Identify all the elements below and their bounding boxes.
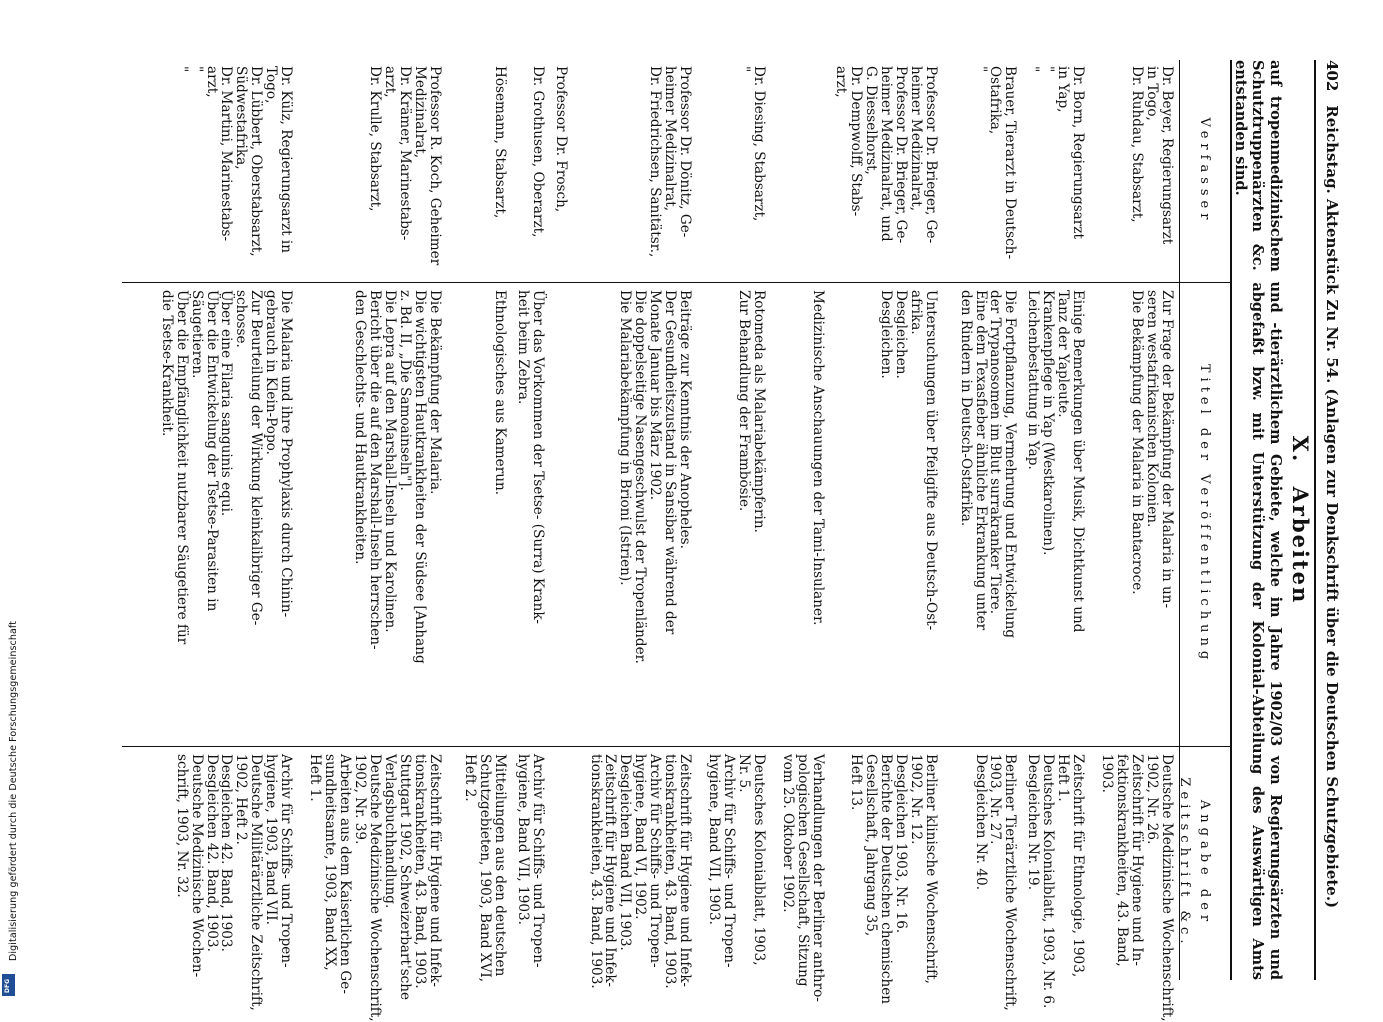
- title-line: Ethnologisches aus Kamerun.: [491, 290, 508, 496]
- journal-cell: [780, 746, 826, 1002]
- author-line: heimer Medizinalrat,: [662, 66, 679, 212]
- author-line: heimer Medizinalrat, und: [877, 66, 894, 242]
- journal-line: Mitteilungen aus den deutschen: [491, 754, 508, 977]
- title-line: die Tsetse-Krankheit.: [158, 290, 175, 437]
- author-line: ": [1025, 66, 1042, 73]
- journal-line: tionskrankheiten, 43. Band, 1903.: [587, 754, 604, 989]
- journal-line: 1902, Nr. 26.: [1144, 754, 1161, 845]
- journal-line: Desgleichen Band VII, 1903.: [617, 754, 634, 951]
- title-line: Krankenpflege in Yap (Westkarolinen).: [1040, 290, 1057, 556]
- journal-cell: [515, 746, 545, 980]
- journal-line: Verhandlungen der Berliner anthro-: [809, 754, 826, 1002]
- section-title-text: Arbeiten: [1288, 486, 1313, 605]
- journal-line: Deutsches Kolonialblatt, 1903,: [751, 754, 768, 966]
- journal-line: Deutsche Medizinische Wochenschrift,: [1159, 754, 1175, 1022]
- author-line: Dr. Krämer, Marinestabs-: [396, 66, 413, 241]
- title-line: Eine dem Texasfieber ähnliche Erkrankung unter: [972, 290, 989, 631]
- table-row: [553, 60, 568, 980]
- section-title: [1289, 60, 1312, 980]
- author-line: Professor Dr. Brieger, Ge-: [922, 66, 939, 244]
- title-cell: [618, 282, 693, 746]
- title-cell: [1129, 282, 1174, 746]
- journal-cell: [706, 746, 766, 980]
- author-cell: [736, 60, 766, 282]
- author-line: Dr. Friedrichsen, Sanitätsr.,: [647, 66, 664, 258]
- title-line: Die doppelseitige Nasengeschwulst der Tropenländer.: [632, 290, 649, 664]
- title-line: Die Bekämpfung der Malaria.: [426, 290, 443, 495]
- table-body: [158, 60, 1175, 1022]
- journal-line: Stuttgart 1902, Schweizerbart'sche: [396, 754, 413, 1001]
- table-row: [1099, 60, 1175, 1022]
- journal-line: Archiv für Schiffs- und Tropen-: [278, 754, 295, 968]
- title-line: Die Malariabekämpfung in Brioni (Istrien).: [617, 290, 634, 586]
- journal-line: 1902, Heft 2.: [233, 754, 250, 845]
- title-cell: [736, 282, 766, 746]
- author-cell: [553, 60, 568, 282]
- author-line: Dr. Born, Regierungsarzt: [1070, 66, 1087, 239]
- document-page: [110, 60, 1341, 1022]
- journal-line: Berliner Tierärztliche Wochenschrift,: [1002, 754, 1019, 1011]
- author-line: Professor Dr. Dönitz, Ge-: [677, 66, 694, 238]
- author-line: Professor R. Koch, Geheimer: [426, 66, 443, 266]
- journal-line: Desgleichen 42. Band, 1903.: [203, 754, 220, 952]
- author-line: Medizinalrat,: [411, 66, 428, 159]
- journal-line: tionskrankheiten, 43. Band, 1903.: [662, 754, 679, 989]
- title-line: Bericht über die auf den Marshall-Inseln herrschen-: [367, 290, 384, 650]
- title-line: Zur Behandlung der Frambösie.: [736, 290, 753, 512]
- journal-line: hygiene, Band VI, 1902.: [632, 754, 649, 920]
- author-line: in Togo,: [1144, 66, 1161, 121]
- column-header-author: Verfasser: [1197, 117, 1212, 225]
- title-line: Die Malaria und ihre Prophylaxis durch Chinin-: [278, 290, 295, 618]
- title-line: Desgleichen.: [877, 290, 894, 379]
- title-line: Tanz der Yapleute.: [1055, 290, 1072, 418]
- journal-line: Deutsche Medizinische Wochen-: [188, 754, 205, 978]
- title-line: Die Lepra auf den Marshall-Inseln und Karolinen.: [382, 290, 399, 633]
- author-line: Professor Dr. Brieger, Ge-: [892, 66, 909, 244]
- title-line: Rotomeda als Malariabekämpferin.: [751, 290, 768, 533]
- journal-cell: [1025, 746, 1087, 1009]
- author-cell: [174, 60, 294, 282]
- journal-line: hygiene, 1903, Band VII.: [263, 754, 280, 925]
- author-line: ": [736, 66, 753, 73]
- journal-line: pologischen Gesellschaft, Sitzung: [794, 754, 811, 987]
- journal-cell: [847, 746, 939, 1005]
- author-cell: [833, 60, 938, 282]
- author-cell: [1129, 60, 1174, 282]
- journal-cell: [461, 746, 508, 983]
- table-row: [515, 60, 545, 980]
- journal-line: Heft 1.: [1055, 754, 1072, 802]
- table-row: [1025, 60, 1087, 1009]
- title-cell: [878, 282, 938, 746]
- title-line: Untersuchungen über Pfeilgifte aus Deutsch-Ost-: [922, 290, 939, 631]
- column-header-journal: [1175, 746, 1214, 980]
- journal-cell: [972, 746, 1019, 1011]
- journal-line: Heft 1.: [307, 754, 324, 802]
- column-header-journal-text: Angabe der Zeitschrift &c.: [1177, 777, 1212, 949]
- title-line: Leichenbestattung in Yap.: [1025, 290, 1042, 470]
- journal-line: Zeitschrift für Hygiene und Infek-: [602, 754, 619, 987]
- running-head-text: Reichstag. Aktenstück Zu Nr. 54. (Anlagen zur Denkschrift über die Deutschen Schutzgebiete.): [1323, 105, 1341, 909]
- journal-line: hygiene, Band VII, 1903.: [706, 754, 723, 925]
- journal-line: Desgleichen 42. Band, 1903.: [218, 754, 235, 952]
- page-number: 402: [1323, 60, 1341, 92]
- section-number: X.: [1288, 435, 1313, 464]
- credit-text: Digitalisierung gefördert durch die Deutsche Forschungsgemeinschaft: [8, 621, 19, 961]
- table-row: [307, 60, 443, 1022]
- journal-line: Deutsches Kolonialblatt, 1903, Nr. 6.: [1040, 754, 1057, 1009]
- title-line: Über die Empfänglichkeit nutzbarer Säugetiere für: [173, 290, 190, 645]
- title-line: Zur Frage der Bekämpfung der Malaria in un-: [1159, 290, 1175, 609]
- title-line: Zur Beurteilung der Wirkung kleinkalibriger Ge-: [248, 290, 265, 626]
- journal-line: 1903.: [1099, 754, 1116, 793]
- title-cell: [515, 282, 545, 746]
- journal-line: Gesellschaft, Jahrgang 35,: [862, 754, 879, 937]
- author-cell: [647, 60, 692, 282]
- journal-line: vom 25. Oktober 1902.: [780, 754, 797, 913]
- column-header-title: Titel der Veröffentlichung: [1197, 363, 1212, 665]
- journal-line: Zeitschrift für Hygiene und Infek-: [426, 754, 443, 987]
- journal-line: Nr. 5.: [736, 754, 753, 793]
- author-line: G. Diesselhorst,: [862, 66, 879, 175]
- table-row: [957, 60, 1019, 1011]
- table-row: [461, 60, 508, 983]
- title-cell: [492, 282, 507, 746]
- running-head: [1316, 60, 1340, 980]
- journal-line: Archiv für Schiffs- und Tropen-: [529, 754, 546, 968]
- title-line: seren westafrikanischen Kolonien.: [1144, 290, 1161, 528]
- title-line: afrika.: [907, 290, 924, 335]
- author-cell: [973, 60, 1018, 282]
- journal-line: Zeitschrift für Hygiene und Infek-: [677, 754, 694, 987]
- title-line: Einige Bemerkungen über Musik, Dichtkunst und: [1070, 290, 1087, 633]
- journal-line: tionskrankheiten, 43. Band, 1903.: [411, 754, 428, 989]
- table-top-rule: [1230, 60, 1232, 980]
- title-line: Die Bekämpfung der Malaria in Bantacroce.: [1129, 290, 1146, 595]
- dfg-logo: [2, 974, 15, 996]
- author-line: arzt,: [832, 66, 849, 98]
- title-line: Desgleichen.: [892, 290, 909, 379]
- journal-line: Archiv für Schiffs- und Tropen-: [647, 754, 664, 968]
- author-line: ": [188, 66, 205, 73]
- digitization-credit: [0, 0, 19, 1000]
- journal-cell: [307, 746, 443, 1022]
- journal-cell: [1099, 746, 1175, 1022]
- author-line: Dr. Grothusen, Oberarzt,: [529, 66, 546, 238]
- journal-line: 1903, Nr. 27.: [987, 754, 1004, 845]
- author-line: ": [1040, 66, 1057, 73]
- title-cell: [958, 282, 1018, 746]
- author-line: arzt,: [203, 66, 220, 98]
- journal-line: Berichte der Deutschen chemischen: [877, 754, 894, 1005]
- author-line: Hösemann, Stabsarzt,: [491, 66, 508, 219]
- author-line: Dr. Krulle, Stabsarzt,: [367, 66, 384, 212]
- author-line: Dr. Martini, Marinestabs-: [218, 66, 235, 242]
- title-line: Die Fortpflanzung, Vermehrung und Entwickelung: [1002, 290, 1019, 639]
- author-line: Dr. Külz, Regierungsarzt in: [278, 66, 295, 254]
- title-line: Die wichtigsten Hautkrankheiten der Südsee [Anhang: [411, 290, 428, 664]
- author-line: Professor Dr. Frosch,: [552, 66, 569, 213]
- table-row: [832, 60, 939, 1005]
- dfg-logo-text: DFG: [4, 978, 11, 993]
- journal-line: Zeitschrift für Ethnologie, 1903,: [1070, 754, 1087, 978]
- table-row: [587, 60, 694, 989]
- author-line: heimer Medizinalrat,: [907, 66, 924, 212]
- author-line: Südwestafrika,: [233, 66, 250, 170]
- title-line: den Rindern in Deutsch-Ostafrika.: [957, 290, 974, 527]
- author-line: Dr. Diesing, Stabsarzt,: [751, 66, 768, 222]
- journal-line: Desgleichen Nr. 40.: [972, 754, 989, 891]
- journal-line: Zeitschrift für Hygiene und In-: [1129, 754, 1146, 966]
- title-line: schosse.: [233, 290, 250, 348]
- journal-line: Schutzgebieten, 1903, Band XVI,: [476, 754, 493, 983]
- title-line: Der Gesundheitszustand in Sansibar während der: [662, 290, 679, 635]
- author-line: Togo,: [263, 66, 280, 104]
- journal-line: Heft 13.: [847, 754, 864, 811]
- section-intro: auf tropenmedizinischem und -tierärztlichem Gebiete, welche im Jahre 1902/03 von Regierungsärzten und Schutztruppenärzten &c. abgefaßt bzw. mit Unterstützung der Kolonial-Abteilung des Auswärtigen Amts entstanden sind.: [1231, 60, 1284, 980]
- author-line: in Yap,: [1055, 66, 1072, 113]
- author-line: arzt,: [382, 66, 399, 98]
- journal-cell: [587, 746, 694, 989]
- table-row: [706, 60, 766, 980]
- title-line: Medizinische Anschauungen der Tami-Insulaner.: [809, 290, 826, 626]
- title-cell: [159, 282, 294, 746]
- journal-line: 1902, Nr. 39.: [352, 754, 369, 845]
- title-line: Beiträge zur Kenntnis der Anopheles.: [677, 290, 694, 549]
- author-line: Dr. Ruhdau, Stabsarzt,: [1129, 66, 1146, 223]
- author-line: ": [972, 66, 989, 73]
- author-cell: [530, 60, 545, 282]
- author-cell: [367, 60, 442, 282]
- journal-line: Berliner klinische Wochenschrift,: [922, 754, 939, 984]
- title-cell: [810, 282, 825, 746]
- author-line: Dr. Lübbert, Oberstabsarzt,: [248, 66, 265, 257]
- title-cell: [352, 282, 442, 746]
- title-line: Monate Januar bis März 1902.: [647, 290, 664, 501]
- journal-line: sundheitsamte, 1903, Band XX,: [322, 754, 339, 971]
- title-cell: [1025, 282, 1085, 746]
- journal-line: fektionskrankheiten, 43. Band,: [1114, 754, 1131, 967]
- journal-line: Desgleichen Nr. 19.: [1025, 754, 1042, 891]
- title-line: Über die Entwickelung der Tsetse-Parasiten in: [203, 290, 220, 612]
- journal-line: Verlagsbuchhandlung.: [382, 754, 399, 909]
- title-line: gebrauch in Klein-Popo.: [263, 290, 280, 455]
- author-line: ": [173, 66, 190, 73]
- author-cell: [492, 60, 507, 282]
- title-line: den Geschlechts- und Hautkrankheiten.: [352, 290, 369, 565]
- journal-line: Deutsche Militärärztliche Zeitschrift,: [248, 754, 265, 1011]
- title-line: Über das Vorkommen der Tsetse- (Surra) Krank-: [529, 290, 546, 624]
- author-cell: [1025, 60, 1085, 282]
- author-line: Dr. Dempwolff, Stabs-: [847, 66, 864, 217]
- journal-line: Heft 2.: [461, 754, 478, 802]
- journal-line: Arbeiten aus dem Kaiserlichen Ge-: [337, 754, 354, 994]
- journal-line: Deutsche Medizinische Wochenschrift,: [367, 754, 384, 1022]
- table-row: [158, 60, 295, 1011]
- author-line: Brauer, Tierarzt in Deutsch-: [1002, 66, 1019, 260]
- journal-line: schrift, 1903, Nr. 32.: [173, 754, 190, 898]
- journal-line: 1902, Nr. 12.: [907, 754, 924, 845]
- journal-line: Archiv für Schiffs- und Tropen-: [721, 754, 738, 968]
- head-rule: [1314, 60, 1316, 980]
- journal-line: hygiene, Band VII, 1903.: [514, 754, 531, 925]
- journal-line: Desgleichen 1903, Nr. 16.: [892, 754, 909, 934]
- table-row: [780, 60, 826, 1002]
- title-line: heit beim Zebra.: [514, 290, 531, 405]
- title-line: Über eine Filaria sanguinis equi.: [218, 290, 235, 517]
- title-line: z. Bd. II, „Die Samoainseln"].: [396, 290, 413, 491]
- author-line: Ostafrika,: [987, 66, 1004, 135]
- title-line: Säugetieren.: [188, 290, 205, 379]
- title-line: der Trypanosomen im Blut surrakranker Tiere.: [987, 290, 1004, 615]
- journal-cell: [173, 746, 295, 1011]
- author-line: Dr. Beyer, Regierungsarzt: [1159, 66, 1175, 245]
